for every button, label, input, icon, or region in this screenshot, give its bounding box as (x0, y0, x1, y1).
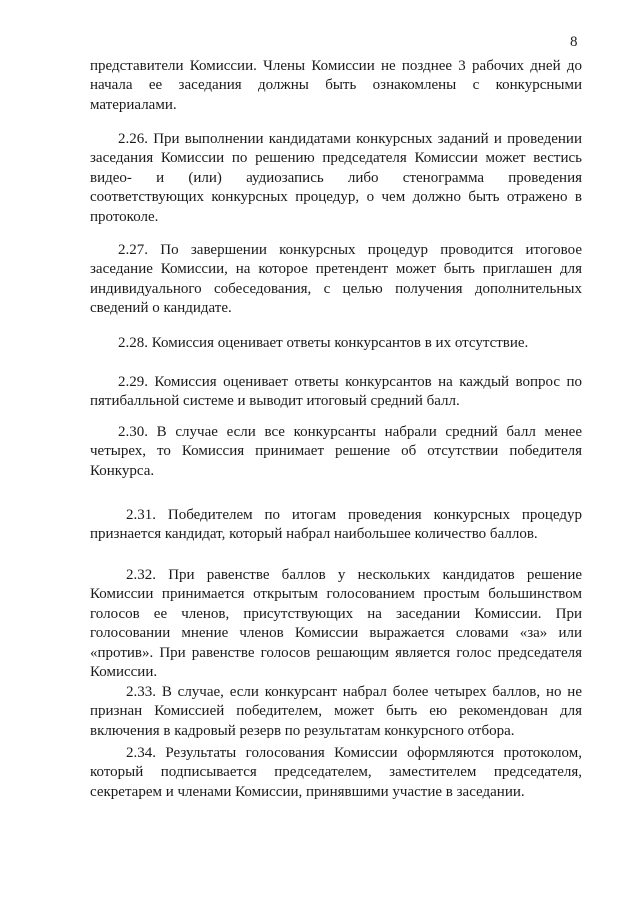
text-line: Комиссии. (90, 664, 158, 681)
text-line: начала ее заседания должны быть ознакомлены с конкурсными (90, 77, 582, 94)
text-line: четырех, то Комиссия принимает решение об отсутствии победителя (90, 443, 582, 460)
text-line: «против». При равенстве голосов решающим является голос председателя (90, 644, 582, 661)
text-line: индивидуального собеседования, с целью получения дополнительных (90, 280, 582, 297)
text-line: 2.27. По завершении конкурсных процедур проводится итоговое (118, 242, 582, 258)
text-line: 2.29. Комиссия оценивает ответы конкурсантов на каждый вопрос по (118, 374, 582, 390)
paragraph-2-29 (90, 373, 582, 412)
text-line: 2.32. При равенстве баллов у нескольких кандидатов решение (126, 567, 582, 583)
text-line: 2.33. В случае, если конкурсант набрал более четырех баллов, но не (126, 684, 582, 700)
text-line: Конкурса. (90, 462, 155, 479)
paragraph-2-30 (90, 423, 582, 481)
text-line: признан Комиссией победителем, может быть ею рекомендован для (90, 703, 582, 720)
text-line: который подписывается председателем, заместителем председателя, (90, 764, 582, 781)
text-line: сведений о кандидате. (90, 300, 232, 317)
text-line: 2.30. В случае если все конкурсанты набрали средний балл менее (118, 424, 582, 440)
paragraph-2-31 (90, 506, 582, 545)
text-line: соответствующих конкурсных процедур, о чем должно быть отражено в (90, 189, 582, 206)
paragraph-2-28 (90, 334, 582, 353)
text-line: 2.34. Результаты голосования Комиссии оформляются протоколом, (126, 745, 582, 761)
text-line: протоколе. (90, 208, 159, 225)
text-line: 2.26. При выполнении кандидатами конкурсных заданий и проведении (118, 131, 582, 147)
text-line: заседания Комиссии по решению председателя Комиссии может вестись (90, 150, 582, 167)
text-line: голосов ее членов, присутствующих на заседании Комиссии. При (90, 605, 582, 622)
text-line: признается кандидат, который набрал наибольшее количество баллов. (90, 526, 538, 543)
text-line: включения в кадровый резерв по результатам конкурсного отбора. (90, 722, 515, 739)
text-line: 2.31. Победителем по итогам проведения конкурсных процедур (126, 507, 582, 523)
text-line: материалами. (90, 96, 177, 113)
text-line: представители Комиссии. Члены Комиссии не позднее 3 рабочих дней до (90, 58, 582, 74)
text-line: видео- и (или) аудиозапись либо стенограмма проведения (90, 169, 582, 186)
text-line: секретарем и членами Комиссии, принявшими участие в заседании. (90, 783, 525, 800)
text-line: 2.28. Комиссия оценивает ответы конкурсантов в их отсутствие. (118, 335, 529, 351)
paragraph-2-26 (90, 130, 582, 227)
paragraph-2-32 (90, 566, 582, 682)
text-line: пятибалльной системе и выводит итоговый средний балл. (90, 393, 460, 410)
text-line: Комиссии принимается открытым голосованием простым большинством (90, 586, 582, 603)
paragraph-2-27 (90, 241, 582, 319)
paragraph-2-33 (90, 683, 582, 741)
paragraph-2-34 (90, 744, 582, 802)
page-number: 8 (570, 34, 578, 50)
text-line: заседание Комиссии, на которое претендент может быть приглашен для (90, 261, 582, 278)
text-line: голосовании мнение членов Комиссии выражается словами «за» или (90, 625, 582, 642)
paragraph-intro (90, 57, 582, 115)
